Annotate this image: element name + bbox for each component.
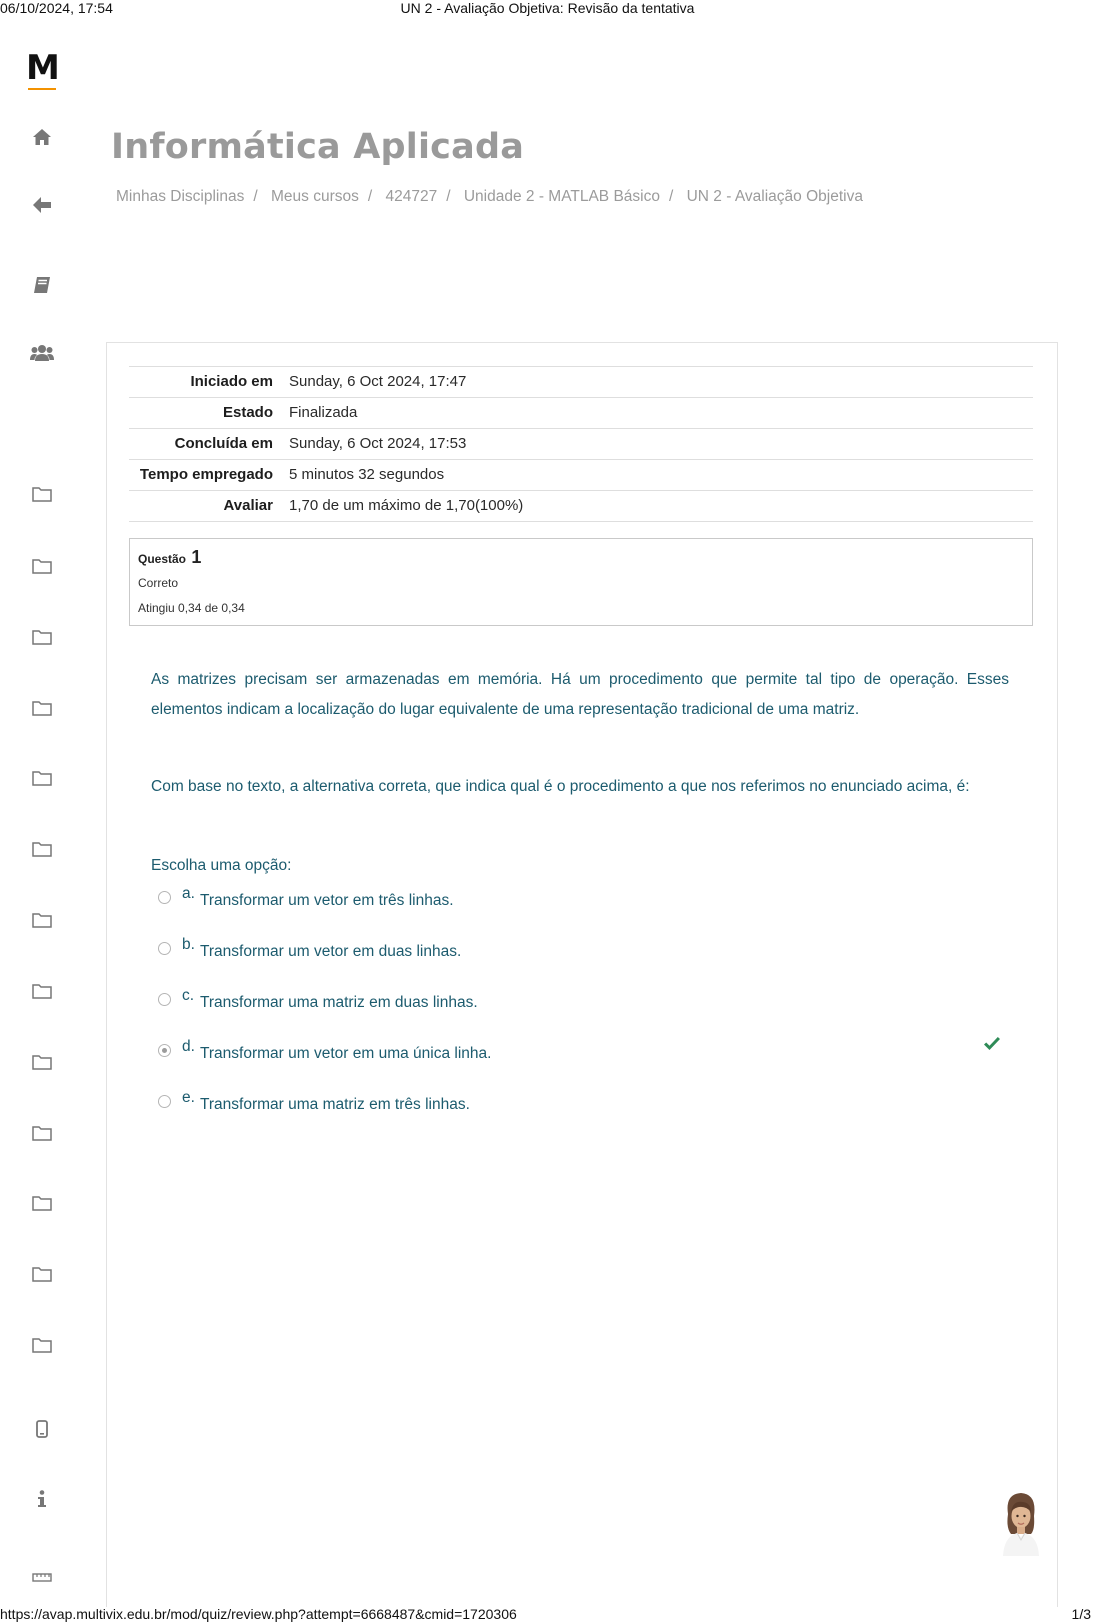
users-icon[interactable] — [30, 342, 54, 364]
time-label: Tempo empregado — [139, 466, 273, 483]
question-info-box — [129, 538, 1033, 626]
option-letter: b. — [182, 936, 195, 953]
option-text: Transformar um vetor em três linhas. — [200, 892, 454, 909]
option-letter: d. — [182, 1038, 195, 1055]
print-page-number: 1/3 — [1071, 1606, 1091, 1622]
summary-row-started — [129, 367, 1033, 398]
print-footer — [0, 1606, 1095, 1624]
book-icon[interactable] — [30, 274, 54, 296]
breadcrumb-course-id[interactable]: 424727 — [385, 188, 438, 205]
grade-label: Avaliar — [223, 497, 273, 514]
radio-option-c[interactable] — [158, 993, 171, 1006]
question-text-2: Com base no texto, a alternativa correta, que indica qual é o procedimento a que nos referimos no enunciado acima, é: — [151, 778, 970, 795]
question-state: Correto — [138, 576, 179, 590]
question-number-value: 1 — [191, 547, 202, 567]
completed-label: Concluída em — [174, 435, 273, 452]
option-letter: c. — [182, 987, 195, 1004]
folder-icon[interactable] — [30, 1122, 54, 1144]
breadcrumb-my-courses[interactable]: Meus cursos — [270, 188, 359, 205]
time-value: 5 minutos 32 segundos — [289, 466, 445, 483]
summary-row-completed — [129, 429, 1033, 460]
radio-option-b[interactable] — [158, 942, 171, 955]
folder-icon[interactable] — [30, 626, 54, 648]
main-content-card — [106, 342, 1058, 1607]
option-letter: e. — [182, 1089, 195, 1106]
folder-icon[interactable] — [30, 697, 54, 719]
option-text: Transformar um vetor em duas linhas. — [200, 943, 462, 960]
question-number — [138, 547, 201, 568]
answer-prompt: Escolha uma opção: — [151, 857, 292, 874]
folder-icon[interactable] — [30, 838, 54, 860]
sidebar — [0, 40, 84, 1606]
folder-icon[interactable] — [30, 909, 54, 931]
grade-value: 1,70 de um máximo de 1,70(100%) — [289, 497, 524, 514]
radio-option-d-selected[interactable] — [158, 1044, 171, 1057]
folder-icon[interactable] — [30, 555, 54, 577]
breadcrumb: Minhas Disciplinas / Meus cursos / 424727 / Unidade 2 - MATLAB Básico / UN 2 - Avaliação Objetiva — [116, 188, 863, 205]
state-value: Finalizada — [289, 404, 358, 421]
correct-check-icon — [983, 1036, 1001, 1052]
radio-option-e[interactable] — [158, 1095, 171, 1108]
logo-accent — [28, 88, 56, 90]
breadcrumb-unit[interactable]: Unidade 2 - MATLAB Básico — [463, 188, 660, 205]
attempt-summary-table — [129, 366, 1033, 522]
folder-icon[interactable] — [30, 1263, 54, 1285]
home-icon[interactable] — [30, 126, 54, 148]
logo[interactable]: M — [26, 48, 59, 88]
course-title: Informática Aplicada — [111, 127, 525, 167]
completed-value: Sunday, 6 Oct 2024, 17:53 — [289, 435, 467, 452]
breadcrumb-my-disciplines[interactable]: Minhas Disciplinas — [116, 188, 245, 205]
assistant-avatar[interactable] — [999, 1490, 1043, 1556]
question-text-1: As matrizes precisam ser armazenadas em memória. Há um procedimento que permite tal tipo de operação. Esses elementos indicam a localização do lugar equivalente de uma representação tradicional de uma matriz. — [151, 671, 1009, 718]
mobile-icon[interactable] — [30, 1418, 54, 1440]
option-letter: a. — [182, 885, 195, 902]
summary-row-grade — [129, 491, 1033, 522]
state-label: Estado — [222, 404, 273, 421]
print-title: UN 2 - Avaliação Objetiva: Revisão da tentativa — [400, 0, 695, 16]
folder-icon[interactable] — [30, 483, 54, 505]
ruler-icon[interactable] — [30, 1570, 54, 1582]
question-label: Questão — [138, 552, 187, 566]
option-text: Transformar uma matriz em três linhas. — [200, 1096, 470, 1113]
print-url: https://avap.multivix.edu.br/mod/quiz/review.php?attempt=6668487&cmid=1720306 — [0, 1606, 517, 1622]
folder-icon[interactable] — [30, 1192, 54, 1214]
summary-row-state — [129, 398, 1033, 429]
back-arrow-icon[interactable] — [30, 194, 54, 216]
folder-icon[interactable] — [30, 767, 54, 789]
started-label: Iniciado em — [190, 373, 273, 390]
option-text: Transformar uma matriz em duas linhas. — [200, 994, 478, 1011]
folder-icon[interactable] — [30, 1051, 54, 1073]
summary-row-time — [129, 460, 1033, 491]
breadcrumb-quiz[interactable]: UN 2 - Avaliação Objetiva — [686, 188, 863, 205]
folder-icon[interactable] — [30, 1334, 54, 1356]
print-header — [0, 0, 1095, 18]
radio-option-a[interactable] — [158, 891, 171, 904]
print-date: 06/10/2024, 17:54 — [0, 0, 113, 16]
started-value: Sunday, 6 Oct 2024, 17:47 — [289, 373, 467, 390]
folder-icon[interactable] — [30, 980, 54, 1002]
option-text: Transformar um vetor em uma única linha. — [200, 1045, 492, 1062]
info-icon[interactable] — [30, 1488, 54, 1510]
question-mark: Atingiu 0,34 de 0,34 — [138, 601, 245, 615]
